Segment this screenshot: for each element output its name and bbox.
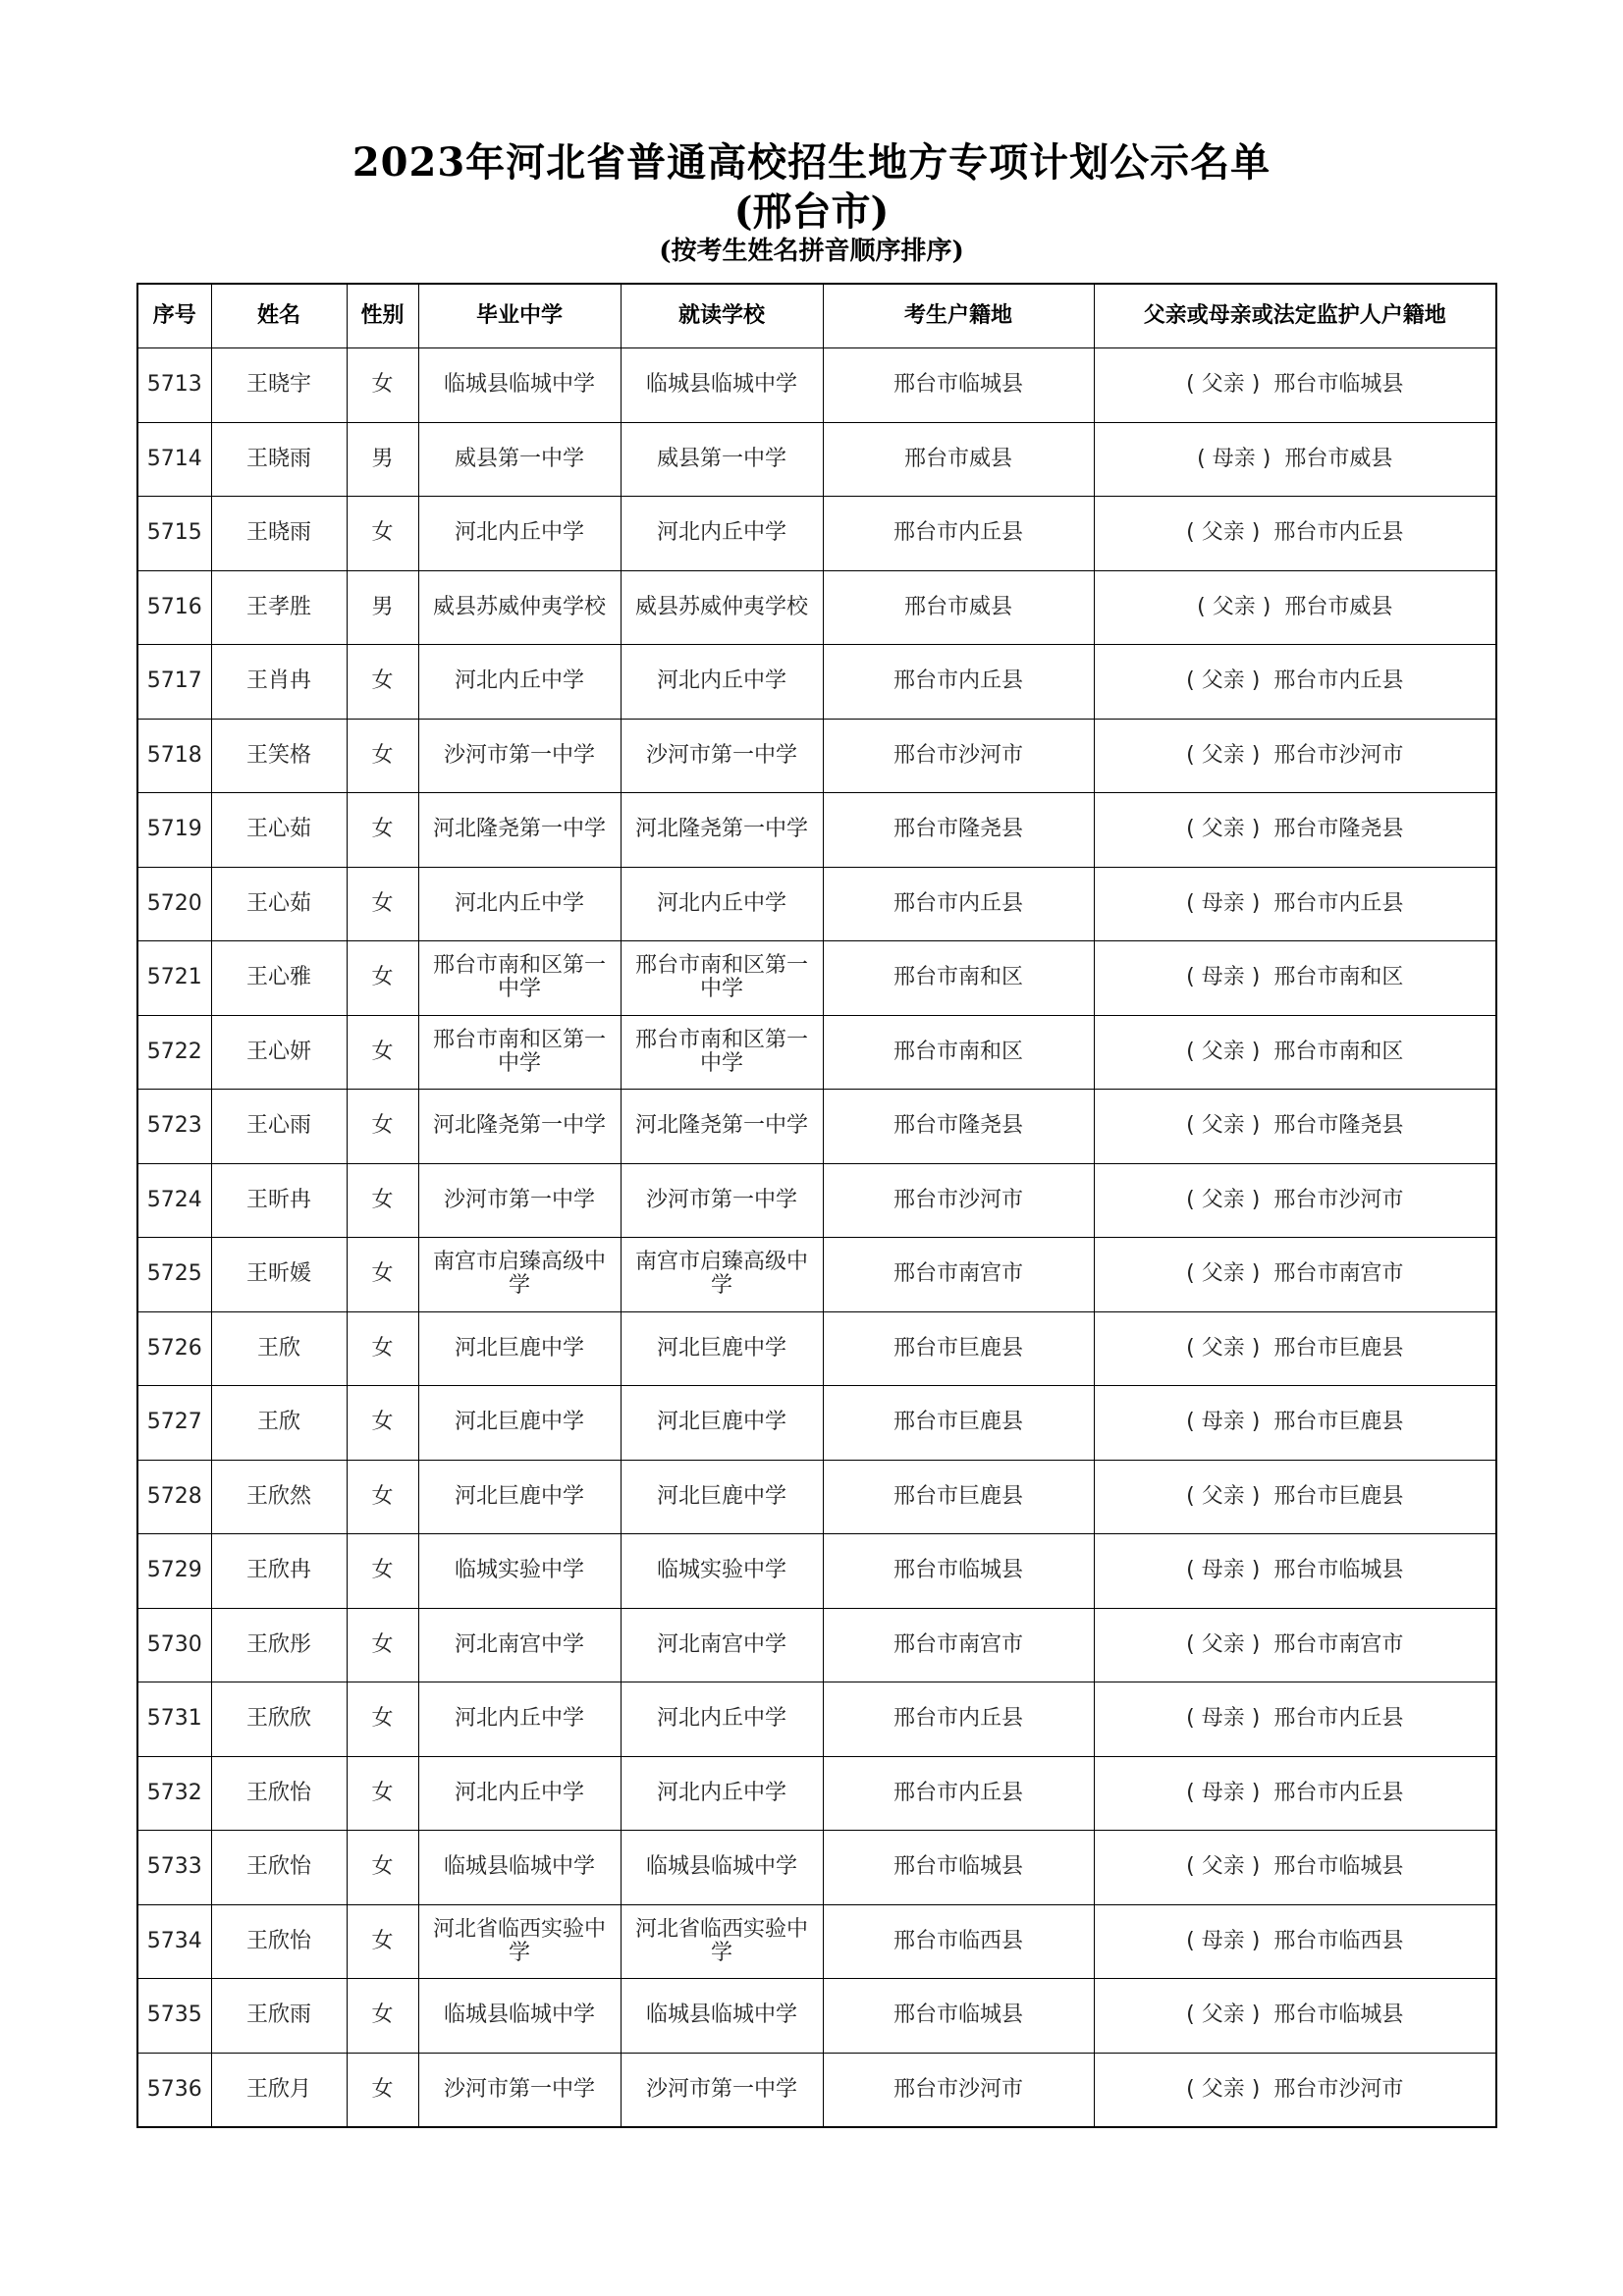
cell-gender: 女 (347, 867, 418, 941)
cell-grad-school: 邢台市南和区第一中学 (418, 941, 621, 1016)
cell-current-school: 河北内丘中学 (621, 867, 823, 941)
cell-grad-school: 河北隆尧第一中学 (418, 793, 621, 868)
header-current-school: 就读学校 (621, 284, 823, 348)
header-grad-school: 毕业中学 (418, 284, 621, 348)
guardian-place: 邢台市南宫市 (1273, 1631, 1404, 1657)
cell-name: 王昕媛 (211, 1238, 347, 1312)
guardian-place: 邢台市内丘县 (1273, 520, 1404, 546)
guardian-place: 邢台市内丘县 (1273, 1780, 1404, 1805)
cell-current-school: 威县第一中学 (621, 422, 823, 497)
cell-grad-school: 河北省临西实验中学 (418, 1904, 621, 1979)
cell-no: 5733 (137, 1831, 211, 1905)
table-body (137, 348, 1496, 2128)
cell-current-school: 临城县临城中学 (621, 1979, 823, 2054)
cell-current-school: 河北内丘中学 (621, 497, 823, 571)
cell-name: 王昕冉 (211, 1163, 347, 1238)
cell-gender: 女 (347, 1460, 418, 1534)
guardian-place: 邢台市临城县 (1273, 372, 1404, 398)
cell-gender: 女 (347, 1904, 418, 1979)
cell-hukou: 邢台市南和区 (823, 1015, 1094, 1090)
guardian-place: 邢台市南和区 (1273, 1039, 1404, 1064)
cell-name: 王心茹 (211, 867, 347, 941)
table-header-row (137, 284, 1496, 348)
cell-gender: 女 (347, 1386, 418, 1461)
cell-grad-school: 河北内丘中学 (418, 867, 621, 941)
cell-hukou: 邢台市临城县 (823, 348, 1094, 423)
table-row (137, 422, 1496, 497)
cell-name: 王欣月 (211, 2053, 347, 2127)
cell-grad-school: 河北内丘中学 (418, 645, 621, 720)
cell-hukou: 邢台市内丘县 (823, 497, 1094, 571)
guardian-relation: ( 母亲 ) (1186, 965, 1261, 990)
cell-guardian-hukou (1094, 1311, 1496, 1386)
cell-name: 王晓雨 (211, 497, 347, 571)
cell-guardian-hukou (1094, 1682, 1496, 1757)
cell-guardian-hukou (1094, 1163, 1496, 1238)
cell-current-school: 邢台市南和区第一中学 (621, 941, 823, 1016)
cell-current-school: 河北南宫中学 (621, 1608, 823, 1682)
guardian-relation: ( 父亲 ) (1186, 1039, 1261, 1064)
cell-gender: 女 (347, 2053, 418, 2127)
header-gender: 性别 (347, 284, 418, 348)
header-no: 序号 (137, 284, 211, 348)
cell-gender: 女 (347, 1015, 418, 1090)
cell-no: 5722 (137, 1015, 211, 1090)
cell-guardian-hukou (1094, 1831, 1496, 1905)
header-guardian-hukou: 父亲或母亲或法定监护人户籍地 (1094, 284, 1496, 348)
cell-gender: 女 (347, 1756, 418, 1831)
cell-no: 5735 (137, 1979, 211, 2054)
cell-current-school: 沙河市第一中学 (621, 2053, 823, 2127)
table-row (137, 1534, 1496, 1609)
cell-gender: 女 (347, 1163, 418, 1238)
cell-no: 5730 (137, 1608, 211, 1682)
cell-current-school: 临城县临城中学 (621, 1831, 823, 1905)
guardian-relation: ( 父亲 ) (1186, 1187, 1261, 1212)
table-row (137, 1015, 1496, 1090)
table-row (137, 1238, 1496, 1312)
cell-no: 5727 (137, 1386, 211, 1461)
guardian-place: 邢台市隆尧县 (1273, 1113, 1404, 1139)
cell-guardian-hukou (1094, 1608, 1496, 1682)
cell-grad-school: 沙河市第一中学 (418, 2053, 621, 2127)
cell-guardian-hukou (1094, 1460, 1496, 1534)
cell-guardian-hukou (1094, 422, 1496, 497)
cell-current-school: 河北隆尧第一中学 (621, 1090, 823, 1164)
cell-gender: 女 (347, 1238, 418, 1312)
cell-current-school: 河北内丘中学 (621, 1682, 823, 1757)
table-row (137, 1831, 1496, 1905)
table-row (137, 1460, 1496, 1534)
cell-name: 王欣雨 (211, 1979, 347, 2054)
cell-current-school: 沙河市第一中学 (621, 1163, 823, 1238)
guardian-relation: ( 母亲 ) (1186, 1558, 1261, 1583)
cell-gender: 女 (347, 719, 418, 793)
cell-guardian-hukou (1094, 1756, 1496, 1831)
cell-guardian-hukou (1094, 645, 1496, 720)
cell-guardian-hukou (1094, 941, 1496, 1016)
cell-guardian-hukou (1094, 1534, 1496, 1609)
cell-hukou: 邢台市南宫市 (823, 1238, 1094, 1312)
guardian-place: 邢台市巨鹿县 (1273, 1335, 1404, 1361)
cell-no: 5721 (137, 941, 211, 1016)
cell-name: 王笑格 (211, 719, 347, 793)
cell-gender: 女 (347, 1831, 418, 1905)
cell-no: 5725 (137, 1238, 211, 1312)
cell-name: 王欣彤 (211, 1608, 347, 1682)
table-row (137, 1311, 1496, 1386)
cell-guardian-hukou (1094, 1386, 1496, 1461)
cell-gender: 女 (347, 793, 418, 868)
cell-gender: 女 (347, 1090, 418, 1164)
cell-grad-school: 河北内丘中学 (418, 1756, 621, 1831)
cell-no: 5714 (137, 422, 211, 497)
table-row (137, 1608, 1496, 1682)
guardian-relation: ( 父亲 ) (1186, 520, 1261, 546)
cell-gender: 男 (347, 570, 418, 645)
guardian-relation: ( 父亲 ) (1186, 372, 1261, 398)
cell-grad-school: 临城县临城中学 (418, 348, 621, 423)
cell-gender: 女 (347, 497, 418, 571)
cell-hukou: 邢台市内丘县 (823, 645, 1094, 720)
guardian-relation: ( 父亲 ) (1186, 1483, 1261, 1509)
guardian-place: 邢台市南宫市 (1273, 1261, 1404, 1287)
cell-current-school: 威县苏威仲夷学校 (621, 570, 823, 645)
guardian-place: 邢台市南和区 (1273, 965, 1404, 990)
cell-grad-school: 河北隆尧第一中学 (418, 1090, 621, 1164)
cell-gender: 女 (347, 1979, 418, 2054)
guardian-relation: ( 父亲 ) (1186, 742, 1261, 768)
cell-grad-school: 邢台市南和区第一中学 (418, 1015, 621, 1090)
cell-grad-school: 沙河市第一中学 (418, 719, 621, 793)
cell-current-school: 河北巨鹿中学 (621, 1311, 823, 1386)
cell-no: 5731 (137, 1682, 211, 1757)
guardian-place: 邢台市巨鹿县 (1273, 1483, 1404, 1509)
guardian-relation: ( 父亲 ) (1186, 1113, 1261, 1139)
guardian-relation: ( 父亲 ) (1197, 594, 1271, 619)
cell-name: 王欣怡 (211, 1756, 347, 1831)
cell-guardian-hukou (1094, 793, 1496, 868)
table-row (137, 1756, 1496, 1831)
cell-no: 5713 (137, 348, 211, 423)
cell-name: 王欣冉 (211, 1534, 347, 1609)
table-row (137, 1904, 1496, 1979)
cell-no: 5716 (137, 570, 211, 645)
cell-hukou: 邢台市临西县 (823, 1904, 1094, 1979)
cell-hukou: 邢台市临城县 (823, 1979, 1094, 2054)
cell-name: 王欣然 (211, 1460, 347, 1534)
cell-name: 王欣 (211, 1311, 347, 1386)
cell-name: 王晓雨 (211, 422, 347, 497)
guardian-place: 邢台市临城县 (1273, 2002, 1404, 2028)
cell-name: 王心雅 (211, 941, 347, 1016)
cell-name: 王心妍 (211, 1015, 347, 1090)
cell-guardian-hukou (1094, 348, 1496, 423)
cell-grad-school: 临城实验中学 (418, 1534, 621, 1609)
cell-current-school: 河北巨鹿中学 (621, 1386, 823, 1461)
cell-no: 5728 (137, 1460, 211, 1534)
cell-current-school: 河北内丘中学 (621, 1756, 823, 1831)
roster-table (136, 283, 1497, 2128)
cell-current-school: 邢台市南和区第一中学 (621, 1015, 823, 1090)
guardian-place: 邢台市内丘县 (1273, 668, 1404, 694)
guardian-relation: ( 母亲 ) (1186, 890, 1261, 916)
table-row (137, 1386, 1496, 1461)
sort-note: (按考生姓名拼音顺序排序) (659, 237, 964, 266)
guardian-relation: ( 母亲 ) (1197, 446, 1271, 471)
document-subtitle: (邢台市) (733, 188, 890, 235)
guardian-place: 邢台市临城县 (1273, 1558, 1404, 1583)
cell-gender: 女 (347, 1608, 418, 1682)
cell-hukou: 邢台市巨鹿县 (823, 1311, 1094, 1386)
header-name: 姓名 (211, 284, 347, 348)
guardian-place: 邢台市临城县 (1273, 1854, 1404, 1880)
cell-current-school: 南宫市启臻高级中学 (621, 1238, 823, 1312)
cell-current-school: 河北省临西实验中学 (621, 1904, 823, 1979)
cell-no: 5732 (137, 1756, 211, 1831)
cell-current-school: 临城县临城中学 (621, 348, 823, 423)
cell-current-school: 河北巨鹿中学 (621, 1460, 823, 1534)
cell-hukou: 邢台市巨鹿县 (823, 1460, 1094, 1534)
cell-no: 5734 (137, 1904, 211, 1979)
cell-no: 5718 (137, 719, 211, 793)
cell-name: 王欣 (211, 1386, 347, 1461)
guardian-place: 邢台市巨鹿县 (1273, 1410, 1404, 1435)
cell-current-school: 沙河市第一中学 (621, 719, 823, 793)
cell-grad-school: 临城县临城中学 (418, 1831, 621, 1905)
guardian-relation: ( 父亲 ) (1186, 2076, 1261, 2102)
cell-guardian-hukou (1094, 1979, 1496, 2054)
cell-grad-school: 河北巨鹿中学 (418, 1311, 621, 1386)
cell-grad-school: 南宫市启臻高级中学 (418, 1238, 621, 1312)
cell-name: 王心茹 (211, 793, 347, 868)
cell-name: 王欣怡 (211, 1904, 347, 1979)
table-row (137, 1163, 1496, 1238)
cell-hukou: 邢台市威县 (823, 422, 1094, 497)
cell-hukou: 邢台市巨鹿县 (823, 1386, 1094, 1461)
cell-hukou: 邢台市内丘县 (823, 867, 1094, 941)
table-row (137, 719, 1496, 793)
cell-gender: 女 (347, 645, 418, 720)
cell-name: 王心雨 (211, 1090, 347, 1164)
cell-grad-school: 临城县临城中学 (418, 1979, 621, 2054)
cell-hukou: 邢台市临城县 (823, 1534, 1094, 1609)
cell-grad-school: 河北巨鹿中学 (418, 1460, 621, 1534)
cell-guardian-hukou (1094, 497, 1496, 571)
cell-no: 5723 (137, 1090, 211, 1164)
cell-guardian-hukou (1094, 570, 1496, 645)
cell-no: 5715 (137, 497, 211, 571)
guardian-place: 邢台市隆尧县 (1273, 817, 1404, 842)
cell-hukou: 邢台市临城县 (823, 1831, 1094, 1905)
cell-guardian-hukou (1094, 2053, 1496, 2127)
cell-name: 王肖冉 (211, 645, 347, 720)
table-row (137, 1090, 1496, 1164)
guardian-relation: ( 父亲 ) (1186, 1631, 1261, 1657)
cell-no: 5717 (137, 645, 211, 720)
cell-gender: 男 (347, 422, 418, 497)
cell-name: 王孝胜 (211, 570, 347, 645)
cell-guardian-hukou (1094, 719, 1496, 793)
guardian-relation: ( 父亲 ) (1186, 1854, 1261, 1880)
guardian-relation: ( 父亲 ) (1186, 817, 1261, 842)
guardian-place: 邢台市威县 (1284, 594, 1393, 619)
guardian-relation: ( 母亲 ) (1186, 1410, 1261, 1435)
cell-current-school: 河北内丘中学 (621, 645, 823, 720)
table-row (137, 497, 1496, 571)
table-row (137, 793, 1496, 868)
guardian-place: 邢台市内丘县 (1273, 1706, 1404, 1732)
cell-name: 王欣欣 (211, 1682, 347, 1757)
table-row (137, 941, 1496, 1016)
cell-grad-school: 威县第一中学 (418, 422, 621, 497)
cell-no: 5736 (137, 2053, 211, 2127)
cell-gender: 女 (347, 348, 418, 423)
document-title: 2023年河北省普通高校招生地方专项计划公示名单 (352, 139, 1271, 186)
guardian-relation: ( 父亲 ) (1186, 2002, 1261, 2028)
guardian-place: 邢台市沙河市 (1273, 1187, 1404, 1212)
cell-hukou: 邢台市南宫市 (823, 1608, 1094, 1682)
cell-hukou: 邢台市沙河市 (823, 2053, 1094, 2127)
cell-grad-school: 河北内丘中学 (418, 1682, 621, 1757)
table-row (137, 1979, 1496, 2054)
table-row (137, 2053, 1496, 2127)
cell-hukou: 邢台市内丘县 (823, 1682, 1094, 1757)
cell-current-school: 河北隆尧第一中学 (621, 793, 823, 868)
cell-hukou: 邢台市威县 (823, 570, 1094, 645)
cell-no: 5729 (137, 1534, 211, 1609)
cell-hukou: 邢台市沙河市 (823, 719, 1094, 793)
cell-guardian-hukou (1094, 867, 1496, 941)
cell-grad-school: 河北内丘中学 (418, 497, 621, 571)
guardian-relation: ( 父亲 ) (1186, 1335, 1261, 1361)
cell-gender: 女 (347, 1682, 418, 1757)
guardian-place: 邢台市沙河市 (1273, 742, 1404, 768)
table-row (137, 570, 1496, 645)
guardian-relation: ( 父亲 ) (1186, 668, 1261, 694)
table-row (137, 645, 1496, 720)
cell-name: 王晓宇 (211, 348, 347, 423)
guardian-place: 邢台市威县 (1284, 446, 1393, 471)
cell-hukou: 邢台市南和区 (823, 941, 1094, 1016)
guardian-relation: ( 母亲 ) (1186, 1706, 1261, 1732)
cell-guardian-hukou (1094, 1090, 1496, 1164)
table-row (137, 1682, 1496, 1757)
cell-no: 5726 (137, 1311, 211, 1386)
guardian-place: 邢台市沙河市 (1273, 2076, 1404, 2102)
cell-guardian-hukou (1094, 1238, 1496, 1312)
cell-grad-school: 沙河市第一中学 (418, 1163, 621, 1238)
cell-current-school: 临城实验中学 (621, 1534, 823, 1609)
cell-hukou: 邢台市内丘县 (823, 1756, 1094, 1831)
guardian-place: 邢台市内丘县 (1273, 890, 1404, 916)
cell-guardian-hukou (1094, 1015, 1496, 1090)
cell-grad-school: 河北南宫中学 (418, 1608, 621, 1682)
cell-gender: 女 (347, 1534, 418, 1609)
header-hukou: 考生户籍地 (823, 284, 1094, 348)
guardian-place: 邢台市临西县 (1273, 1928, 1404, 1953)
cell-hukou: 邢台市隆尧县 (823, 793, 1094, 868)
cell-hukou: 邢台市沙河市 (823, 1163, 1094, 1238)
cell-no: 5724 (137, 1163, 211, 1238)
guardian-relation: ( 母亲 ) (1186, 1928, 1261, 1953)
cell-no: 5720 (137, 867, 211, 941)
cell-grad-school: 河北巨鹿中学 (418, 1386, 621, 1461)
cell-hukou: 邢台市隆尧县 (823, 1090, 1094, 1164)
cell-grad-school: 威县苏威仲夷学校 (418, 570, 621, 645)
cell-gender: 女 (347, 941, 418, 1016)
cell-name: 王欣怡 (211, 1831, 347, 1905)
guardian-relation: ( 母亲 ) (1186, 1780, 1261, 1805)
table-row (137, 348, 1496, 423)
cell-guardian-hukou (1094, 1904, 1496, 1979)
guardian-relation: ( 父亲 ) (1186, 1261, 1261, 1287)
cell-gender: 女 (347, 1311, 418, 1386)
table-row (137, 867, 1496, 941)
cell-no: 5719 (137, 793, 211, 868)
